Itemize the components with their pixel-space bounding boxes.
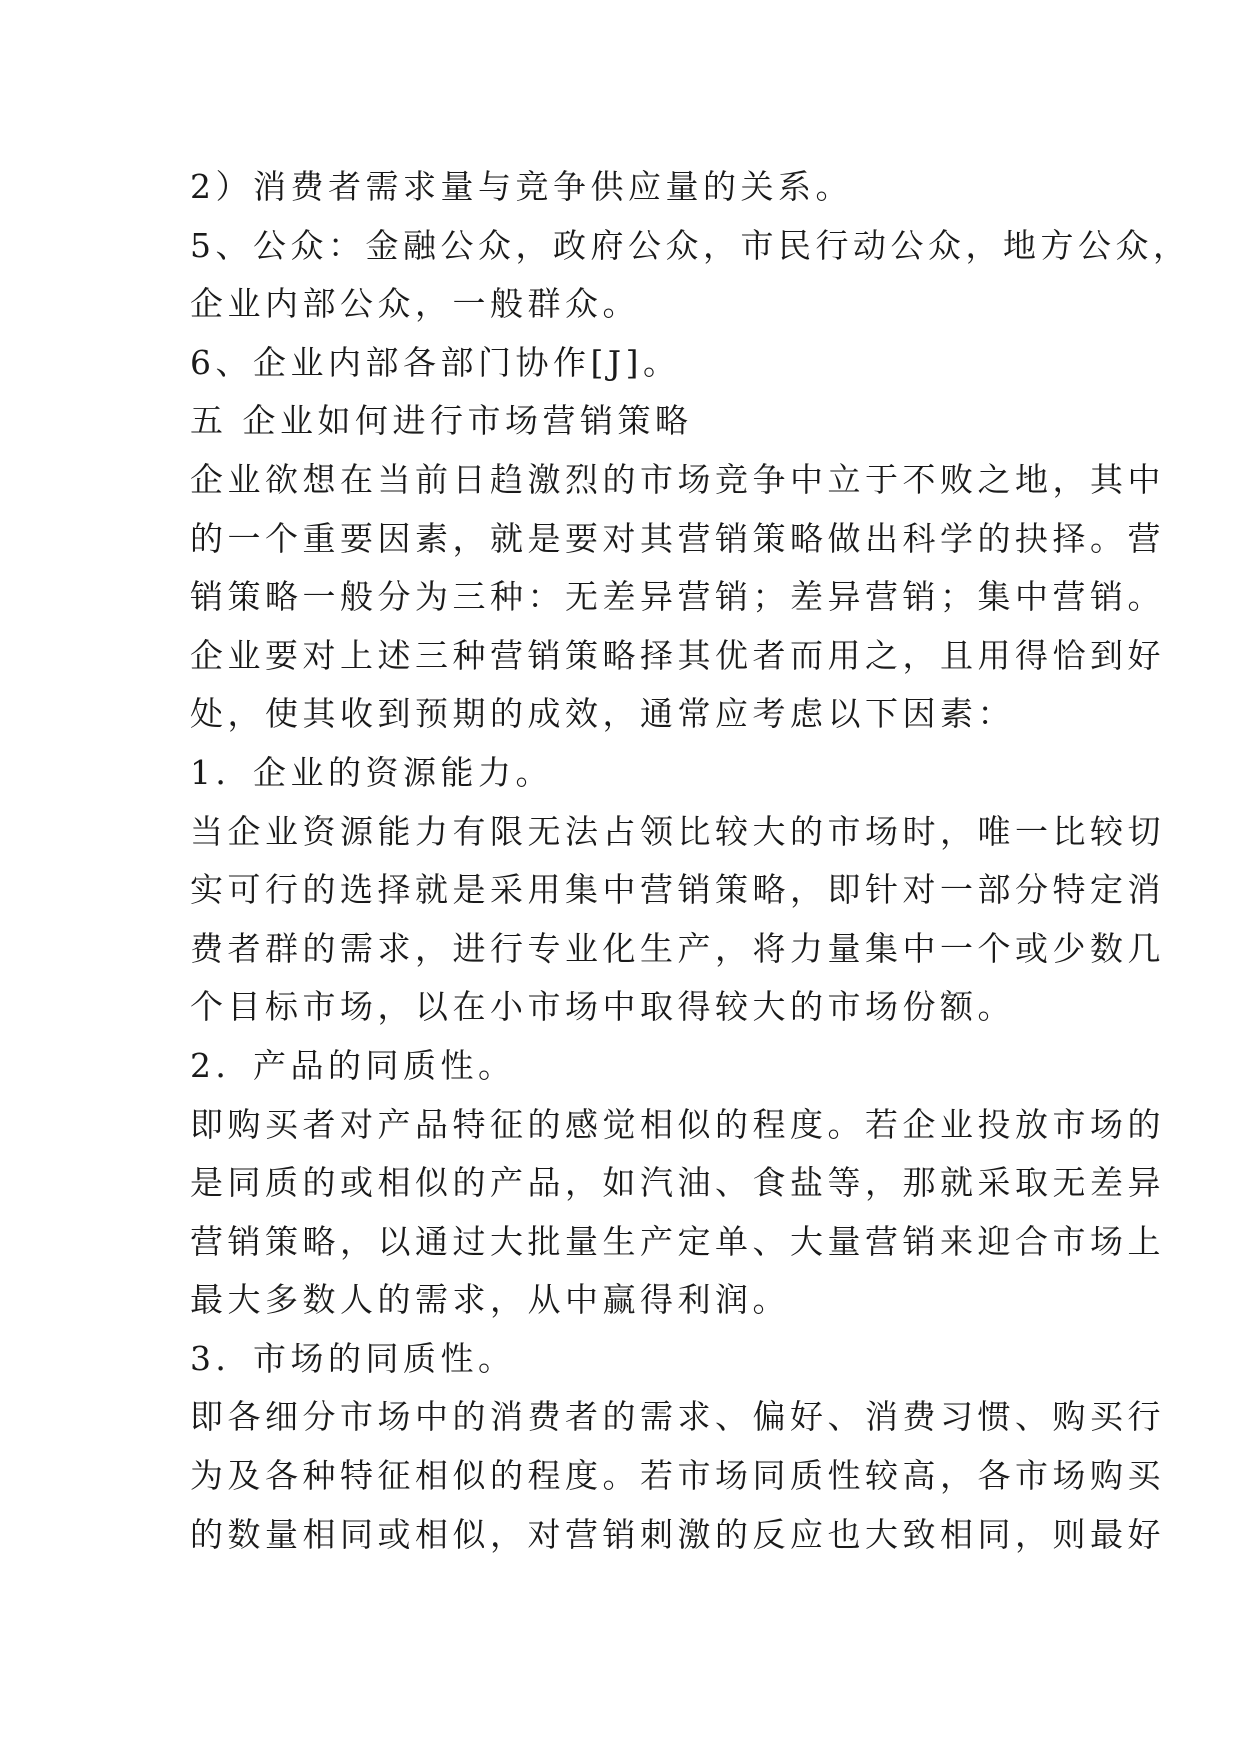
text-line: 费者群的需求，进行专业化生产，将力量集中一个或少数几 [190,928,1165,968]
text-line: 6、企业内部各部门协作[J]。 [190,342,681,382]
text-line: 的一个重要因素，就是要对其营销策略做出科学的抉择。营 [190,518,1165,558]
text-line: 的数量相同或相似，对营销刺激的反应也大致相同，则最好 [190,1514,1165,1554]
text-line: 即购买者对产品特征的感觉相似的程度。若企业投放市场的 [190,1104,1165,1144]
text-line: 个目标市场，以在小市场中取得较大的市场份额。 [190,987,1015,1027]
text-line: 企业欲想在当前日趋激烈的市场竞争中立于不败之地，其中 [190,459,1165,499]
text-line: 销策略一般分为三种：无差异营销；差异营销；集中营销。 [190,577,1165,617]
text-line: 处，使其收到预期的成效，通常应考虑以下因素： [190,694,1015,734]
section-heading: 五 企业如何进行市场营销策略 [190,401,693,441]
subheading: 1．企业的资源能力。 [190,752,553,792]
text-line: 是同质的或相似的产品，如汽油、食盐等，那就采取无差异 [190,1163,1165,1203]
subheading: 2．产品的同质性。 [190,1045,516,1085]
text-line: 企业内部公众，一般群众。 [190,284,640,324]
text-line: 营销策略，以通过大批量生产定单、大量营销来迎合市场上 [190,1221,1165,1261]
text-line: 当企业资源能力有限无法占领比较大的市场时，唯一比较切 [190,811,1165,851]
body-text [190,158,1191,1564]
text-line: 最大多数人的需求，从中赢得利润。 [190,1280,790,1320]
text-line: 2）消费者需求量与竞争供应量的关系。 [190,167,853,206]
subheading: 3．市场的同质性。 [190,1338,516,1378]
text-line: 5、公众：金融公众，政府公众，市民行动公众，地方公众， [190,225,1191,265]
text-line: 企业要对上述三种营销策略择其优者而用之，且用得恰到好 [190,635,1165,675]
text-line: 为及各种特征相似的程度。若市场同质性较高，各市场购买 [190,1456,1165,1496]
text-line: 实可行的选择就是采用集中营销策略，即针对一部分特定消 [190,870,1165,910]
text-line: 即各细分市场中的消费者的需求、偏好、消费习惯、购买行 [190,1397,1165,1437]
